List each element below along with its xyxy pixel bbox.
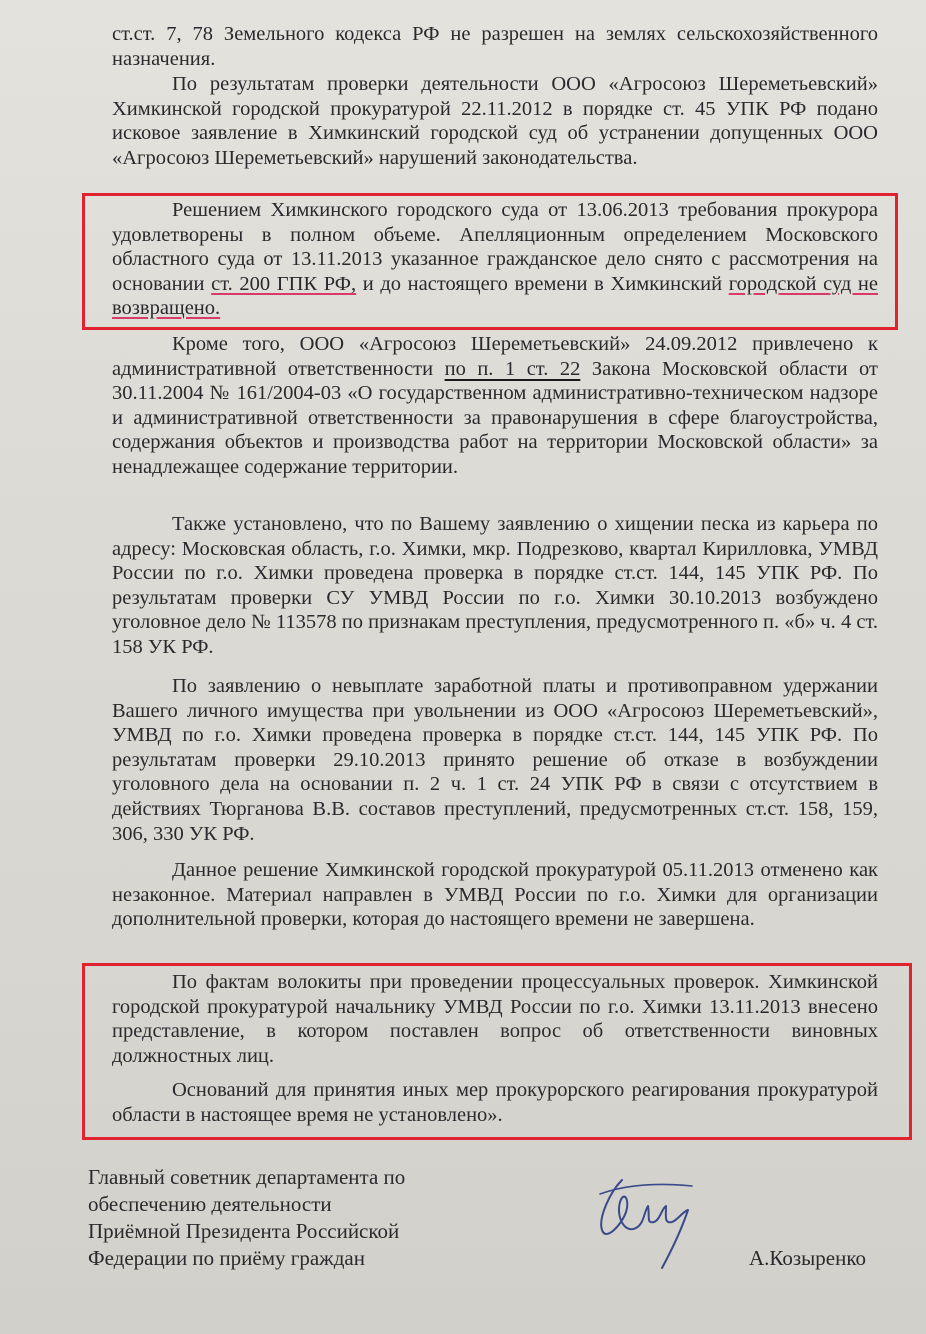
signatory-title-line: Главный советник департамента по (88, 1165, 406, 1189)
signatory-title-line: Приёмной Президента Российской (88, 1219, 400, 1243)
paragraph-text: Оснований для принятия иных мер прокурорского реагирования прокуратурой области в настоящее время не установлено». (112, 1079, 878, 1126)
paragraph-text: По заявлению о невыплате заработной платы и противоправном удержании Вашего личного имущества при увольнении из ООО «Агросоюз Шереметьевский», УМВД по г.о. Химки проведена проверка в порядке ст.ст. 144, 145 УПК РФ. По результатам проверки 29.10.2013 принято решение об отказе в возбуждении уголовного дела на основании п. 2 ч. 1 ст. 24 УПК РФ в связи с отсутствием в действиях Тюрганова В.В. составов преступлений, предусмотренных ст.ст. 158, 159, 306, 330 УК РФ. (112, 675, 878, 845)
red-highlight-box-court (82, 193, 898, 330)
paragraph-text: Данное решение Химкинской городской прокуратурой 05.11.2013 отменено как незаконное. Материал направлен в УМВД России по г.о. Химки для организации дополнительной проверки, которая до настоящего времени не завершена. (112, 859, 878, 931)
paragraph-text (112, 332, 878, 480)
red-highlight-box-measures (82, 963, 912, 1140)
signatory-title-line: Федерации по приёму граждан (88, 1246, 365, 1270)
paragraph-text: По результатам проверки деятельности ООО «Агросоюз Шереметьевский» Химкинской городской прокуратурой 22.11.2012 в порядке ст. 45 УПК РФ подано исковое заявление в Химкинский городской суд об устранении допущенных ООО «Агросоюз Шереметьевский» нарушений законодательства. (112, 73, 878, 169)
paragraph-administrative-liability (112, 332, 878, 480)
paragraph-sand-theft (112, 512, 878, 660)
paragraph-decision-cancelled (112, 858, 878, 932)
signatory-title-line: обеспечению деятельности (88, 1192, 332, 1216)
text-run: Закона Московской области от 30.11.2004 № 161/2004-03 «О государственном административно-техническом надзоре и административной ответственности за правонарушения в сфере благоустройства, содержания объектов и производства работ на территории Московской области» за ненадлежащее содержание территории. (112, 357, 878, 478)
text-run: и до настоящего времени в Химкинский (356, 272, 729, 295)
pen-underlined-article: ст. 200 ГПК РФ, (211, 272, 357, 295)
paragraph-text: Также установлено, что по Вашему заявлению о хищении песка из карьера по адресу: Московская область, г.о. Химки, мкр. Подрезково, квартал Кирилловка, УМВД России по г.о. Химки проведена проверка в порядке ст.ст. 144, 145 УПК РФ. По результатам проверки СУ УМВД России по г.о. Химки 30.10.2013 возбуждено уголовное дело № 113578 по признакам преступления, предусмотренного п. «б» ч. 4 ст. 158 УК РФ. (112, 513, 878, 658)
underlined-article: по п. 1 ст. 22 (444, 357, 581, 380)
text-run: Кроме того, ООО «Агросоюз Шереметьевский» 24.09.2012 привлечено к административной ответственности (112, 333, 878, 380)
paragraph-text: По фактам волокиты при проведении процессуальных проверок. Химкинской городской прокуратурой начальнику УМВД России по г.о. Химки 13.11.2013 внесено представление, в котором поставлен вопрос об ответственности виновных должностных лиц. (112, 971, 878, 1067)
handwritten-signature (592, 1172, 702, 1276)
paragraph-land-code (112, 22, 878, 71)
pen-underlined-phrase: городской суд не возвращено. (112, 272, 879, 320)
paragraph-unpaid-wages (112, 674, 878, 846)
signatory-title (88, 1164, 508, 1272)
text-run: Решением Химкинского городского суда от 13.06.2013 требования прокурора удовлетворены в полном объеме. Апелляционным определением Московского областного суда от 13.11.2013 указанное гражданское дело снято с рассмотрения на основании (112, 199, 878, 295)
signatory-name: А.Козыренко (749, 1246, 866, 1270)
paragraph-lawsuit (112, 72, 878, 170)
paragraph-text: ст.ст. 7, 78 Земельного кодекса РФ не разрешен на землях сельскохозяйственного назначения. (112, 23, 878, 70)
